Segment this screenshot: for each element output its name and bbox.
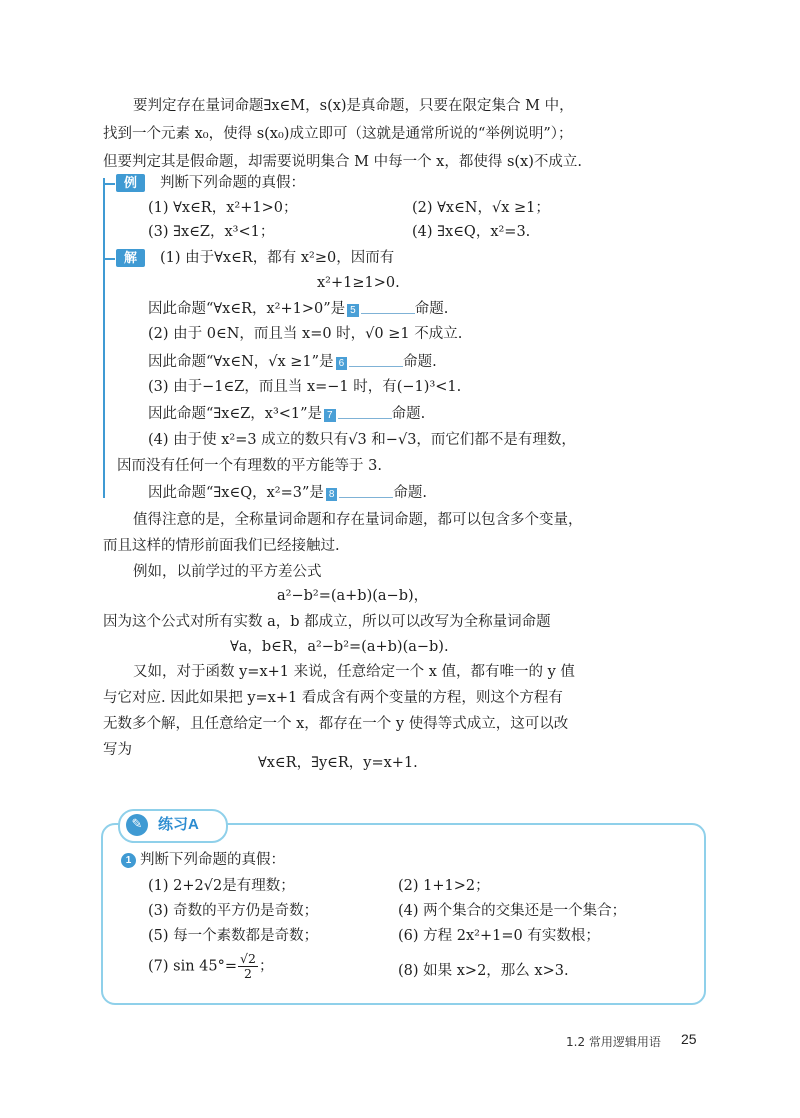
exercise-item-4: (4) 两个集合的交集还是一个集合；	[398, 903, 627, 919]
solution-2-conclusion: 因此命题“∀x∈N，√x ≥1”是 6 命题.	[148, 351, 437, 372]
intro-line-1: 要判定存在量词命题∃x∈M，s(x)是真命题，只要在限定集合 M 中，	[133, 98, 574, 114]
body-p2-formula: a²−b²=(a+b)(a−b)，	[277, 588, 429, 604]
exercise-item-5: (5) 每一个素数都是奇数；	[148, 928, 319, 944]
example-tag-rule-left	[103, 183, 115, 185]
solution-3-conclusion: 因此命题“∃x∈Z，x³<1”是 7 命题.	[148, 403, 425, 424]
solution-1-formula: x²+1≥1>0.	[317, 275, 400, 291]
solution-1-conclusion: 因此命题“∀x∈R，x²+1>0”是 5 命题.	[148, 298, 448, 319]
solution-2-line-a: (2) 由于 0∈N，而且当 x=0 时，√0 ≥1 不成立.	[148, 326, 463, 342]
blank-number-8: 8	[326, 488, 338, 501]
body-p2-line-a: 例如，以前学过的平方差公式	[133, 564, 322, 580]
page-number: 25	[681, 1031, 697, 1047]
body-p3-formula: ∀x∈R，∃y∈R，y=x+1.	[258, 755, 418, 771]
answer-blank-8[interactable]	[339, 482, 393, 498]
exercise-item-1: (1) 2+2√2是有理数；	[148, 878, 295, 894]
example-item-2: (2) ∀x∈N，√x ≥1；	[412, 200, 550, 216]
blank-number-7: 7	[324, 409, 336, 422]
example-item-4: (4) ∃x∈Q，x²=3.	[412, 224, 531, 240]
example-bracket-line	[103, 178, 105, 498]
solution-4-conclusion: 因此命题“∃x∈Q，x²=3”是 8 命题.	[148, 482, 427, 503]
example-prompt: 判断下列命题的真假：	[160, 175, 305, 191]
answer-blank-6[interactable]	[349, 351, 403, 367]
answer-blank-7[interactable]	[338, 403, 392, 419]
body-p1-line-b: 而且这样的情形前面我们已经接触过.	[103, 538, 340, 554]
blank-number-5: 5	[347, 304, 359, 317]
solution-4-line-b: 因而没有任何一个有理数的平方能等于 3.	[117, 458, 382, 474]
section-footer: 1.2 常用逻辑用语	[566, 1035, 661, 1049]
example-item-1: (1) ∀x∈R，x²+1>0；	[148, 200, 298, 216]
exercise-question: 判断下列命题的真假：	[140, 852, 285, 868]
body-p3-line-b: 与它对应. 因此如果把 y=x+1 看成含有两个变量的方程，则这个方程有	[103, 690, 563, 706]
exercise-item-6: (6) 方程 2x²+1=0 有实数根；	[398, 928, 600, 944]
exercise-item-3: (3) 奇数的平方仍是奇数；	[148, 903, 319, 919]
body-p3-line-d: 写为	[103, 742, 132, 758]
exercise-item-2: (2) 1+1>2；	[398, 878, 490, 894]
question-number-badge: 1	[121, 853, 136, 868]
body-p1-line-a: 值得注意的是，全称量词命题和存在量词命题，都可以包含多个变量，	[133, 512, 583, 528]
pencil-icon: ✎	[126, 814, 148, 836]
solution-4-line-a: (4) 由于使 x²=3 成立的数只有√3 和−√3，而它们都不是有理数，	[148, 432, 576, 448]
solution-3-line-a: (3) 由于−1∈Z，而且当 x=−1 时，有(−1)³<1.	[148, 379, 462, 395]
blank-number-6: 6	[336, 357, 348, 370]
answer-blank-5[interactable]	[361, 298, 415, 314]
exercise-item-7: (7) sin 45°= $\frac{√2}{2}$ ；	[148, 951, 274, 981]
intro-line-2: 找到一个元素 x₀，使得 s(x₀)成立即可（这就是通常所说的“举例说明”）；	[103, 126, 573, 142]
sqrt2-over-2-fraction: $\frac{√2}{2}$	[240, 951, 256, 981]
exercise-title: 练习A	[158, 816, 199, 833]
body-p2-universal: ∀a，b∈R，a²−b²=(a+b)(a−b).	[230, 639, 449, 655]
solution-1-line-a: (1) 由于∀x∈R，都有 x²≥0，因而有	[160, 250, 395, 266]
intro-line-3: 但要判定其是假命题，却需要说明集合 M 中每一个 x，都使得 s(x)不成立.	[103, 154, 583, 170]
example-item-3: (3) ∃x∈Z，x³<1；	[148, 224, 275, 240]
body-p3-line-c: 无数多个解，且任意给定一个 x，都存在一个 y 使得等式成立，这可以改	[103, 716, 569, 732]
body-p3-line-a: 又如，对于函数 y=x+1 来说，任意给定一个 x 值，都有唯一的 y 值	[133, 664, 575, 680]
body-p2-line-c: 因为这个公式对所有实数 a，b 都成立，所以可以改写为全称量词命题	[103, 614, 551, 630]
exercise-item-8: (8) 如果 x>2，那么 x>3.	[398, 963, 569, 979]
solution-tag-rule-left	[103, 258, 115, 260]
example-tag: 例	[116, 174, 145, 192]
solution-tag: 解	[116, 249, 145, 267]
